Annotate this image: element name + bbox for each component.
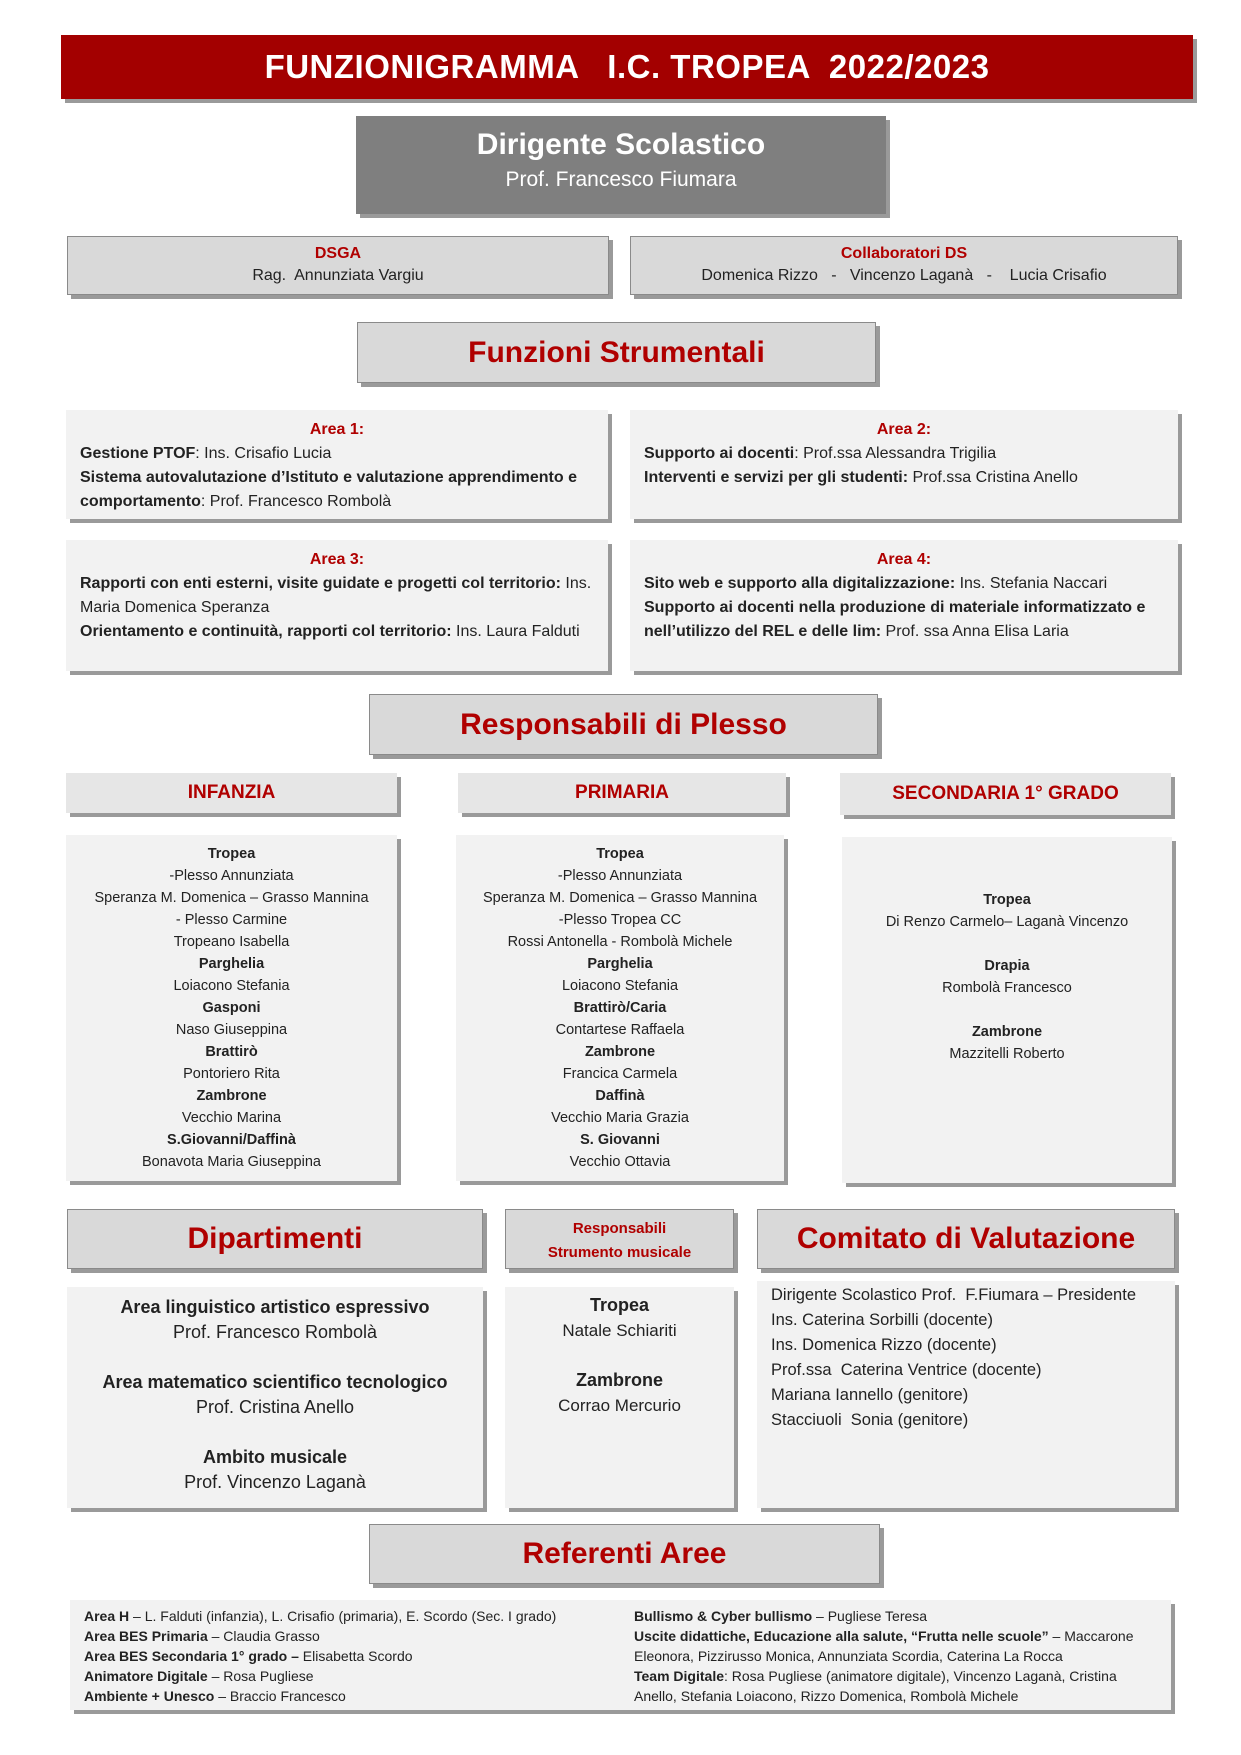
area-3-line-2 (80, 620, 594, 644)
area-4-line-1-label: Sito web e supporto alla digitalizzazione: (644, 575, 956, 592)
infanzia-line: S.Giovanni/Daffinà (167, 1132, 296, 1148)
area-2-line-1-text: : Prof.ssa Alessandra Trigilia (794, 445, 997, 462)
infanzia-line: Bonavota Maria Giuseppina (142, 1154, 321, 1170)
dipartimento-area: Ambito musicale (202, 1447, 348, 1467)
area-3-box (66, 540, 608, 671)
secondaria-title: SECONDARIA 1° GRADO (892, 783, 1119, 804)
infanzia-line: Parghelia (198, 956, 265, 972)
secondaria-names: Rombolà Francesco (942, 980, 1072, 996)
infanzia-line: Pontoriero Rita (183, 1066, 280, 1082)
referente-text: – Pugliese Teresa (812, 1608, 928, 1624)
plesso-title-box (369, 694, 878, 755)
area-4-line-1-text: Ins. Stefania Naccari (955, 575, 1108, 592)
secondaria-list (842, 837, 1172, 1183)
dirigente-name: Prof. Francesco Fiumara (505, 168, 737, 191)
area-2-line-2-label: Interventi e servizi per gli studenti: (644, 469, 909, 486)
dipartimenti-list (67, 1287, 483, 1508)
collaboratori-title: Collaboratori DS (840, 245, 968, 262)
referenti-title-box (369, 1524, 880, 1584)
referente-label: Ambiente + Unesco (84, 1688, 215, 1704)
dsga-title: DSGA (314, 245, 362, 262)
funzioni-title-box (357, 322, 876, 383)
primaria-line: Parghelia (587, 956, 653, 972)
primaria-header (458, 773, 786, 813)
infanzia-line: Brattirò (205, 1044, 258, 1060)
plesso-title: Responsabili di Plesso (460, 708, 787, 741)
strumento-name: Natale Schiariti (562, 1321, 677, 1340)
area-2-title: Area 2: (876, 421, 932, 438)
referenti-list (70, 1600, 1171, 1710)
comitato-member: Dirigente Scolastico Prof. F.Fiumara – Presidente (771, 1286, 1136, 1304)
infanzia-line: Speranza M. Domenica – Grasso Mannina (94, 890, 369, 906)
dirigente-title: Dirigente Scolastico (476, 128, 766, 161)
dirigente-box (356, 116, 886, 214)
primaria-line: Loiacono Stefania (561, 978, 679, 994)
primaria-line: Vecchio Maria Grazia (551, 1110, 689, 1126)
strumento-title-line-2: Strumento musicale (547, 1244, 692, 1261)
dipartimento-area: Area matematico scientifico tecnologico (102, 1372, 448, 1392)
referenti-left-column (84, 1606, 624, 1706)
area-4-line-1 (644, 572, 1164, 596)
strumento-title-line-1: Responsabili (572, 1220, 667, 1237)
comitato-member: Ins. Caterina Sorbilli (docente) (771, 1311, 993, 1329)
referente-label: Uscite didattiche, Educazione alla salute, “Frutta nelle scuole” (634, 1628, 1049, 1644)
area-2-line-1 (644, 442, 1164, 466)
area-1-line-2-label: Sistema autovalutazione d’Istituto e valutazione apprendimento e comportamento (80, 469, 577, 510)
referente-item (84, 1666, 624, 1686)
referente-label: Area BES Secondaria 1° grado – (84, 1648, 299, 1664)
dipartimento-name: Prof. Vincenzo Laganà (184, 1472, 366, 1492)
strumento-place: Zambrone (575, 1370, 663, 1390)
strumento-name: Corrao Mercurio (558, 1396, 681, 1415)
referente-item (84, 1606, 624, 1626)
infanzia-line: Loiacono Stefania (173, 978, 290, 994)
primaria-line: Rossi Antonella - Rombolà Michele (507, 934, 733, 950)
secondaria-header (840, 773, 1171, 815)
infanzia-title: INFANZIA (187, 782, 276, 803)
secondaria-place: Drapia (984, 958, 1030, 974)
strumento-title-box (505, 1209, 734, 1269)
referente-text: – Maccarone Eleonora, Pizzirusso Monica, Annunziata Scordia, Caterina La Rocca (634, 1628, 1134, 1664)
infanzia-line: - Plesso Carmine (175, 912, 288, 928)
dipartimento-item (67, 1295, 483, 1345)
secondaria-group (842, 889, 1172, 933)
dipartimento-name: Prof. Cristina Anello (195, 1397, 355, 1417)
area-3-line-2-label: Orientamento e continuità, rapporti col territorio: (80, 623, 452, 640)
referente-text: – Rosa Pugliese (207, 1668, 314, 1684)
dipartimento-item (67, 1445, 483, 1495)
area-1-box (66, 410, 608, 519)
dsga-name: Rag. Annunziata Vargiu (252, 267, 424, 284)
primaria-line: -Plesso Tropea CC (558, 912, 682, 928)
infanzia-line: Gasponi (202, 1000, 261, 1016)
secondaria-place: Tropea (983, 892, 1031, 908)
area-1-title: Area 1: (309, 421, 365, 438)
area-3-title: Area 3: (309, 551, 365, 568)
primaria-line: Tropea (596, 846, 644, 862)
area-2-line-2 (644, 466, 1164, 490)
comitato-member: Mariana Iannello (genitore) (771, 1386, 969, 1404)
referente-text: Elisabetta Scordo (298, 1648, 413, 1664)
referenti-right-column (634, 1606, 1159, 1706)
secondaria-group (842, 955, 1172, 999)
comitato-member: Stacciuoli Sonia (genitore) (771, 1411, 969, 1429)
infanzia-line: Tropea (207, 846, 256, 862)
funzioni-title: Funzioni Strumentali (468, 336, 765, 369)
referente-text: – Claudia Grasso (207, 1628, 320, 1644)
infanzia-line: -Plesso Annunziata (169, 868, 294, 884)
comitato-title: Comitato di Valutazione (796, 1222, 1136, 1255)
primaria-line: Contartese Raffaela (555, 1022, 685, 1038)
infanzia-line: Vecchio Marina (181, 1110, 282, 1126)
strumento-item (505, 1368, 734, 1418)
strumento-place: Tropea (589, 1295, 650, 1315)
page-title: FUNZIONIGRAMMA I.C. TROPEA 2022/2023 (264, 48, 990, 85)
infanzia-header (66, 773, 397, 813)
dipartimento-name: Prof. Francesco Rombolà (172, 1322, 378, 1342)
area-4-line-2-text: Prof. ssa Anna Elisa Laria (881, 623, 1069, 640)
referente-label: Animatore Digitale (84, 1668, 208, 1684)
referente-label: Area H (84, 1608, 130, 1624)
area-1-line-1-label: Gestione PTOF (80, 445, 196, 462)
comitato-list (757, 1281, 1175, 1508)
secondaria-names: Di Renzo Carmelo– Laganà Vincenzo (885, 914, 1129, 930)
referente-item (634, 1666, 1159, 1706)
primaria-line: Daffinà (595, 1088, 645, 1104)
area-3-line-1 (80, 572, 594, 620)
referenti-title: Referenti Aree (522, 1537, 727, 1570)
primaria-line: Speranza M. Domenica – Grasso Mannina (482, 890, 758, 906)
dipartimento-area: Area linguistico artistico espressivo (120, 1297, 430, 1317)
area-1-line-1-text: : Ins. Crisafio Lucia (195, 445, 332, 462)
area-4-title: Area 4: (876, 551, 932, 568)
referente-text: – Braccio Francesco (214, 1688, 346, 1704)
comitato-member: Prof.ssa Caterina Ventrice (docente) (771, 1361, 1042, 1379)
referente-item (84, 1646, 624, 1666)
secondaria-names: Mazzitelli Roberto (949, 1046, 1065, 1062)
primaria-line: -Plesso Annunziata (557, 868, 683, 884)
collaboratori-box (630, 236, 1178, 295)
primaria-line: Vecchio Ottavia (569, 1154, 671, 1170)
area-1-line-2 (80, 466, 594, 514)
primaria-line: Brattirò/Caria (573, 1000, 667, 1016)
referente-item (634, 1606, 1159, 1626)
area-2-line-1-label: Supporto ai docenti (644, 445, 795, 462)
dsga-box (67, 236, 609, 295)
comitato-title-box (757, 1209, 1175, 1269)
referente-label: Bullismo & Cyber bullismo (634, 1608, 813, 1624)
area-4-line-2-label: Supporto ai docenti nella produzione di materiale informatizzato e nell’utilizzo del REL e delle lim: (644, 599, 1146, 640)
dipartimenti-title: Dipartimenti (187, 1222, 363, 1255)
infanzia-line: Zambrone (196, 1088, 267, 1104)
infanzia-line: Naso Giuseppina (175, 1022, 288, 1038)
secondaria-group (842, 1021, 1172, 1065)
area-4-line-2 (644, 596, 1164, 644)
comitato-member: Ins. Domenica Rizzo (docente) (771, 1336, 997, 1354)
referente-item (84, 1626, 624, 1646)
primaria-line: Francica Carmela (562, 1066, 678, 1082)
primaria-line: Zambrone (584, 1044, 656, 1060)
area-1-line-1 (80, 442, 594, 466)
dipartimenti-title-box (67, 1209, 483, 1269)
infanzia-list (66, 835, 397, 1181)
strumento-item (505, 1293, 734, 1343)
area-3-line-2-text: Ins. Laura Falduti (451, 623, 580, 640)
area-1-line-2-text: : Prof. Francesco Rombolà (200, 493, 392, 510)
secondaria-place: Zambrone (971, 1024, 1043, 1040)
referente-label: Team Digitale (634, 1668, 724, 1684)
area-3-line-1-label: Rapporti con enti esterni, visite guidate e progetti col territorio: (80, 575, 561, 592)
referente-text: : Rosa Pugliese (animatore digitale), Vincenzo Laganà, Cristina Anello, Stefania Loiacono, Rizzo Domenica, Rombolà Michele (634, 1668, 1117, 1704)
primaria-list (456, 835, 784, 1181)
referente-item (634, 1626, 1159, 1666)
collaboratori-names: Domenica Rizzo - Vincenzo Laganà - Lucia Crisafio (701, 267, 1107, 284)
page-title-banner (61, 35, 1193, 99)
primaria-line: S. Giovanni (580, 1132, 660, 1148)
area-4-box (630, 540, 1178, 671)
referente-text: – L. Falduti (infanzia), L. Crisafio (primaria), E. Scordo (Sec. I grado) (129, 1608, 557, 1624)
referente-label: Area BES Primaria (84, 1628, 208, 1644)
area-2-box (630, 410, 1178, 519)
primaria-title: PRIMARIA (575, 782, 669, 803)
area-2-line-2-text: Prof.ssa Cristina Anello (908, 469, 1078, 486)
strumento-list (505, 1287, 734, 1508)
referente-item (84, 1686, 624, 1706)
infanzia-line: Tropeano Isabella (173, 934, 290, 950)
area-3-line-1-text: Ins. Maria Domenica Speranza (80, 575, 592, 616)
dipartimento-item (67, 1370, 483, 1420)
